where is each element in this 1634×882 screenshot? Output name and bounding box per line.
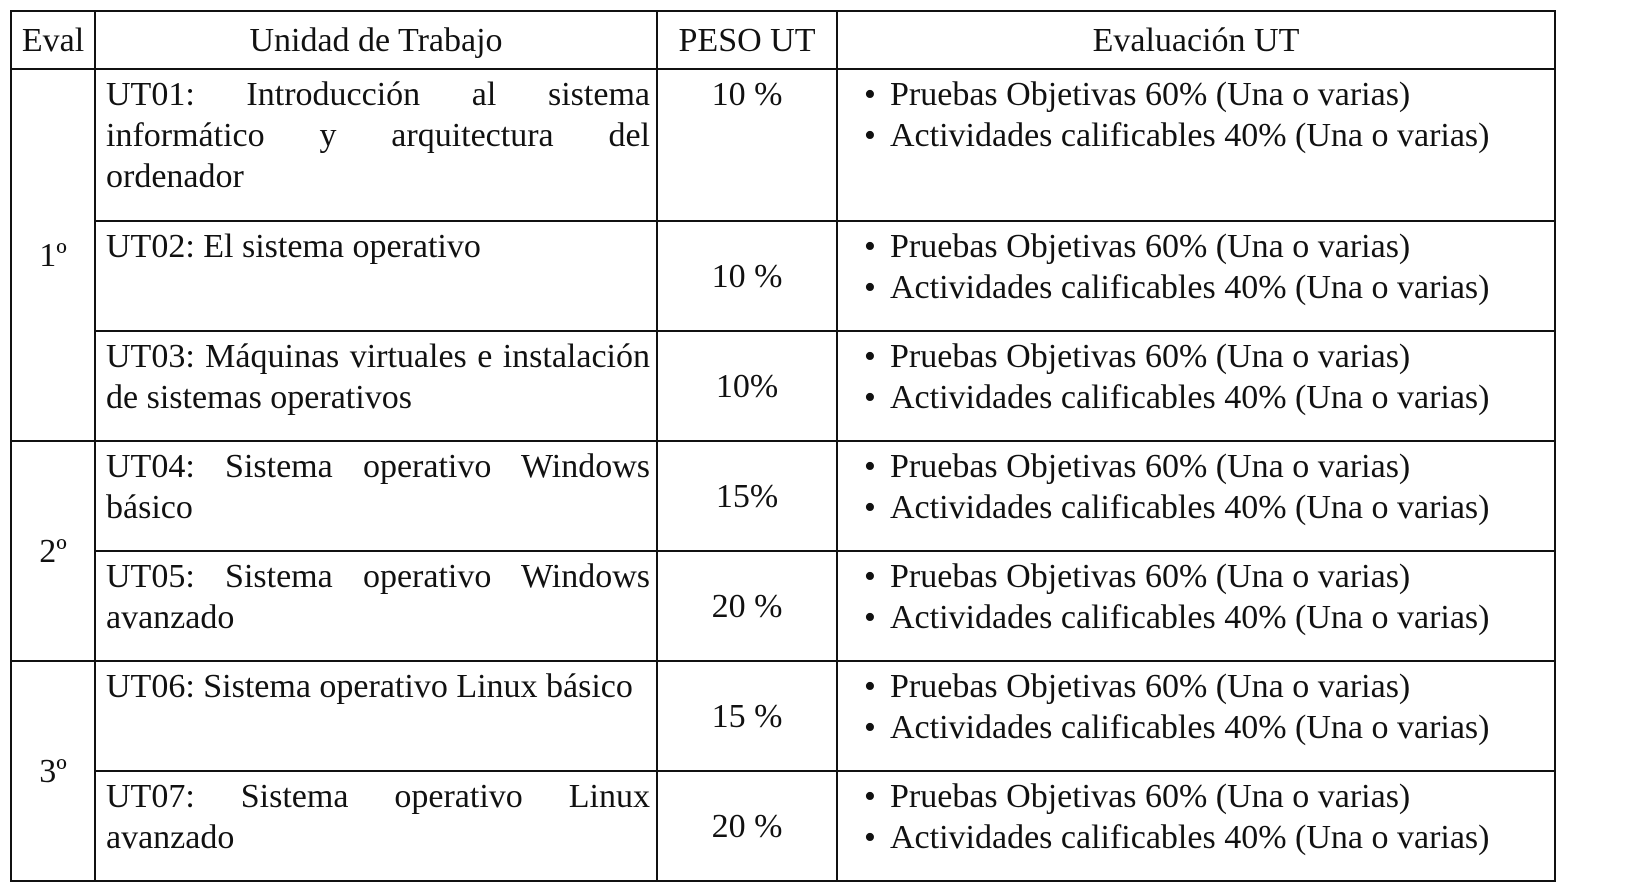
criteria-item: • Actividades calificables 40% (Una o varias) — [864, 379, 1490, 416]
criteria-item: • Pruebas Objetivas 60% (Una o varias) — [864, 778, 1411, 815]
evaluation-table — [10, 10, 1556, 882]
table-row — [11, 771, 1555, 881]
bullet-icon: • — [864, 709, 876, 746]
bullet-icon: • — [864, 668, 876, 705]
table-row — [11, 661, 1555, 771]
criteria-item: • Pruebas Objetivas 60% (Una o varias) — [864, 76, 1411, 113]
criteria-item: • Pruebas Objetivas 60% (Una o varias) — [864, 448, 1411, 485]
criteria-cell — [837, 661, 1555, 771]
bullet-icon: • — [864, 599, 876, 636]
bullet-icon: • — [864, 228, 876, 265]
peso-cell: 20 % — [657, 551, 837, 661]
criteria-item: • Actividades calificables 40% (Una o varias) — [864, 819, 1490, 856]
unit-cell: UT05: Sistema operativo Windows avanzado — [95, 551, 657, 661]
criteria-item: • Actividades calificables 40% (Una o varias) — [864, 489, 1490, 526]
unit-cell: UT04: Sistema operativo Windows básico — [95, 441, 657, 551]
bullet-icon: • — [864, 338, 876, 375]
unit-cell: UT06: Sistema operativo Linux básico — [95, 661, 657, 771]
criteria-item: • Actividades calificables 40% (Una o varias) — [864, 117, 1490, 154]
unit-cell: UT07: Sistema operativo Linux avanzado — [95, 771, 657, 881]
bullet-icon: • — [864, 379, 876, 416]
criteria-item: • Pruebas Objetivas 60% (Una o varias) — [864, 668, 1411, 705]
criteria-cell — [837, 221, 1555, 331]
criteria-item: • Pruebas Objetivas 60% (Una o varias) — [864, 558, 1411, 595]
bullet-icon: • — [864, 778, 876, 815]
bullet-icon: • — [864, 558, 876, 595]
table-row — [11, 441, 1555, 551]
bullet-icon: • — [864, 448, 876, 485]
criteria-item: • Pruebas Objetivas 60% (Una o varias) — [864, 228, 1411, 265]
criteria-item: • Actividades calificables 40% (Una o varias) — [864, 269, 1490, 306]
table-row — [11, 69, 1555, 221]
eval-period-3: 3º — [11, 661, 95, 881]
unit-cell: UT03: Máquinas virtuales e instalación de sistemas operativos — [95, 331, 657, 441]
peso-cell: 20 % — [657, 771, 837, 881]
header-unit: Unidad de Trabajo — [95, 11, 657, 69]
criteria-cell — [837, 331, 1555, 441]
unit-cell: UT02: El sistema operativo — [95, 221, 657, 331]
criteria-cell — [837, 771, 1555, 881]
peso-cell: 15% — [657, 441, 837, 551]
eval-period-1: 1º — [11, 69, 95, 441]
bullet-icon: • — [864, 819, 876, 856]
table-row — [11, 331, 1555, 441]
peso-cell: 10 % — [657, 221, 837, 331]
peso-cell: 15 % — [657, 661, 837, 771]
header-peso: PESO UT — [657, 11, 837, 69]
criteria-item: • Actividades calificables 40% (Una o varias) — [864, 709, 1490, 746]
bullet-icon: • — [864, 76, 876, 113]
table-row — [11, 551, 1555, 661]
criteria-cell — [837, 551, 1555, 661]
criteria-cell — [837, 69, 1555, 221]
bullet-icon: • — [864, 269, 876, 306]
table-row — [11, 221, 1555, 331]
peso-cell: 10 % — [657, 69, 837, 221]
eval-period-2: 2º — [11, 441, 95, 661]
bullet-icon: • — [864, 117, 876, 154]
criteria-item: • Actividades calificables 40% (Una o varias) — [864, 599, 1490, 636]
header-evaluacion: Evaluación UT — [837, 11, 1555, 69]
peso-cell: 10% — [657, 331, 837, 441]
criteria-item: • Pruebas Objetivas 60% (Una o varias) — [864, 338, 1411, 375]
unit-cell: UT01: Introducción al sistema informático y arquitectura del ordenador — [95, 69, 657, 221]
header-eval: Eval — [11, 11, 95, 69]
header-row — [11, 11, 1555, 69]
bullet-icon: • — [864, 489, 876, 526]
criteria-cell — [837, 441, 1555, 551]
